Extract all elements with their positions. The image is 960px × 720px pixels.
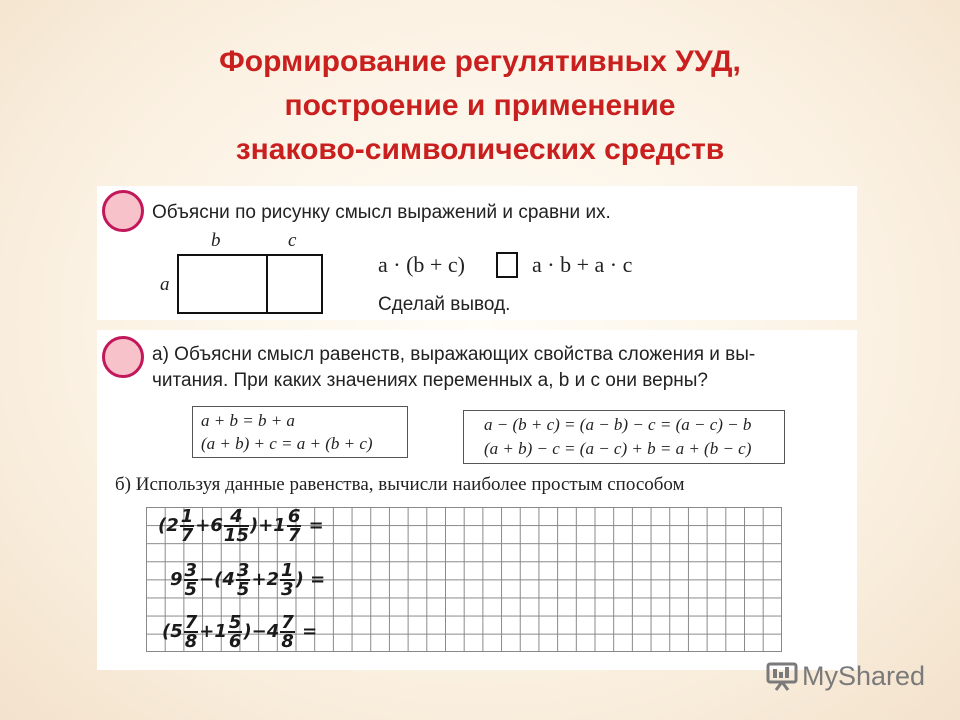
hw2-fraction-2: $\frac{3}{5}$ [236,560,250,600]
hw2-equals: ) = [295,569,326,590]
hw3-fraction-3: $\frac{7}{8}$ [281,612,294,652]
hw1-open: (2 [158,515,179,536]
hw3-fraction-1: $\frac{7}{8}$ [184,612,198,652]
projector-screen-icon [766,661,798,691]
title-line-1: Формирование регулятивных УУД, [219,45,741,78]
expression-right: a · b + a · c [532,252,633,277]
hw2-plus: +2 [251,569,280,590]
task2-marker-circle-icon [102,336,144,378]
expression-left: a · (b + c) [378,252,465,277]
task1-panel-right [674,186,857,320]
task1-text: Объясни по рисунку смысл выражений и сравни их. [152,202,611,223]
equation-subtract-number: (a + b) − c = (a − c) + b = a + (b − c) [484,439,752,458]
hw1-close: )+1 [249,515,286,536]
equation-commutative: a + b = b + a [201,411,295,430]
task2-text-line2: читания. При каких значениях переменных a, b и c они верны? [152,370,708,391]
label-b: b [211,230,221,251]
hw2-fraction-3: $\frac{1}{3}$ [281,560,294,600]
slide-title [0,40,960,172]
task2-part-b-text: б) Используя данные равенства, вычисли наиболее простым способом [115,474,685,495]
label-a: a [160,274,170,295]
myshared-logo [766,656,925,696]
properties-box-subtraction [463,410,785,464]
conclusion-text: Сделай вывод. [378,294,511,315]
hw1-fraction-1: $\frac{1}{7}$ [180,506,194,546]
hw3-minus: )−4 [243,621,280,642]
title-line-3: знаково-символических средств [235,133,725,166]
rectangle-divider [266,254,268,314]
equation-subtract-sum: a − (b + c) = (a − b) − c = (a − c) − b [484,415,752,434]
hw3-plus: +1 [199,621,227,642]
label-c: c [288,230,297,251]
hw1-plus: +6 [195,515,223,536]
hw1-fraction-2: $\frac{4}{15}$ [223,506,249,546]
area-rectangle [177,254,323,314]
equation-associative: (a + b) + c = a + (b + c) [201,434,373,453]
task1-marker-circle-icon [102,190,144,232]
hw3-equals: = [295,621,318,642]
hw2-open: 9 [170,569,183,590]
hw3-fraction-2: $\frac{5}{6}$ [228,612,242,652]
handwritten-expression-2 [170,562,325,598]
properties-box-addition [192,406,408,458]
title-line-2: построение и применение [284,89,676,122]
hw3-open: (5 [162,621,183,642]
hw2-fraction-1: $\frac{3}{5}$ [184,560,198,600]
hw1-fraction-3: $\frac{6}{7}$ [287,506,301,546]
hw1-equals: = [302,515,324,536]
hw2-minus: −(4 [199,569,235,590]
handwritten-expression-3 [162,614,317,650]
handwritten-expression-1 [158,508,324,544]
comparison-box [496,252,518,278]
task2-text-line1: а) Объясни смысл равенств, выражающих свойства сложения и вы- [152,344,756,365]
watermark-text: MyShared [802,660,926,691]
